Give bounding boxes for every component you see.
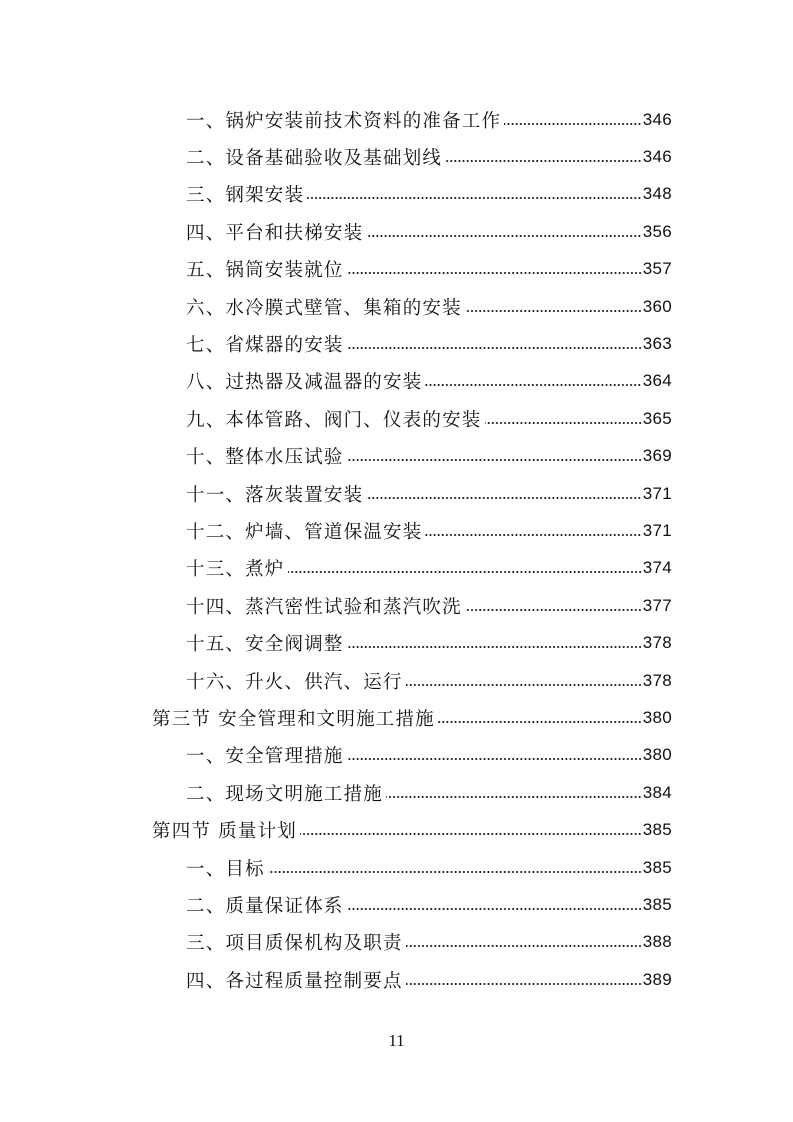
toc-entry-page: 385 — [642, 820, 672, 840]
toc-entry-page: 384 — [642, 782, 672, 802]
toc-entry-title: 十一、落灰装置安装 — [186, 484, 364, 506]
toc-dot-leader — [347, 908, 642, 910]
toc-section-entry[interactable] — [0, 811, 793, 848]
toc-entry-title: 十三、煮炉 — [186, 559, 285, 581]
toc-entry-title: 四、平台和扶梯安装 — [186, 222, 364, 244]
toc-entry[interactable] — [0, 624, 793, 661]
toc-entry-title: 三、钢架安装 — [186, 185, 305, 207]
toc-entry[interactable] — [0, 849, 793, 886]
toc-entry[interactable] — [0, 363, 793, 400]
toc-entry-title: 第三节 安全管理和文明施工措施 — [152, 708, 435, 730]
toc-entry[interactable] — [0, 737, 793, 774]
toc-dot-leader — [425, 534, 641, 536]
toc-dot-leader — [366, 235, 641, 237]
toc-entry-title: 十六、升火、供汽、运行 — [186, 671, 403, 693]
toc-entry-page: 348 — [642, 184, 672, 204]
toc-entry-title: 二、设备基础验收及基础划线 — [186, 148, 443, 170]
toc-dot-leader — [425, 384, 641, 386]
toc-entry-title: 九、本体管路、阀门、仪表的安装 — [186, 409, 482, 431]
toc-dot-leader — [406, 684, 642, 686]
toc-entry-title: 二、现场文明施工措施 — [186, 783, 384, 805]
toc-entry[interactable] — [0, 438, 793, 475]
toc-entry-page: 371 — [642, 520, 672, 540]
toc-entry-page: 346 — [642, 109, 672, 129]
toc-entry[interactable] — [0, 325, 793, 362]
toc-entry-page: 346 — [642, 147, 672, 167]
toc-entry-page: 378 — [642, 670, 672, 690]
toc-entry[interactable] — [0, 251, 793, 288]
toc-entry-title: 第四节 质量计划 — [152, 821, 297, 843]
toc-dot-leader — [406, 983, 642, 985]
toc-entry[interactable] — [0, 924, 793, 961]
toc-entry-page: 364 — [642, 371, 672, 391]
table-of-contents — [0, 101, 793, 998]
toc-entry-title: 四、各过程质量控制要点 — [186, 970, 403, 992]
toc-entry-title: 一、锅炉安装前技术资料的准备工作 — [186, 110, 502, 132]
toc-dot-leader — [347, 758, 642, 760]
toc-entry-page: 389 — [642, 969, 672, 989]
toc-entry[interactable] — [0, 886, 793, 923]
toc-entry-title: 一、安全管理措施 — [186, 746, 344, 768]
toc-entry[interactable] — [0, 475, 793, 512]
toc-entry[interactable] — [0, 512, 793, 549]
toc-entry-page: 365 — [642, 408, 672, 428]
toc-entry[interactable] — [0, 400, 793, 437]
toc-dot-leader — [288, 571, 642, 573]
toc-entry-page: 363 — [642, 334, 672, 354]
toc-entry[interactable] — [0, 550, 793, 587]
toc-dot-leader — [268, 871, 642, 873]
toc-entry[interactable] — [0, 138, 793, 175]
toc-dot-leader — [300, 833, 642, 835]
toc-entry-title: 一、目标 — [186, 858, 265, 880]
toc-entry-page: 377 — [642, 595, 672, 615]
toc-entry-title: 八、过热器及减温器的安装 — [186, 372, 423, 394]
toc-dot-leader — [485, 422, 642, 424]
toc-entry-page: 385 — [642, 894, 672, 914]
toc-dot-leader — [406, 945, 642, 947]
toc-dot-leader — [347, 646, 642, 648]
toc-entry-title: 十四、蒸汽密性试验和蒸汽吹洗 — [186, 596, 462, 618]
toc-dot-leader — [347, 347, 642, 349]
toc-entry-page: 378 — [642, 633, 672, 653]
toc-dot-leader — [366, 497, 641, 499]
toc-entry-page: 380 — [642, 707, 672, 727]
toc-entry[interactable] — [0, 176, 793, 213]
toc-dot-leader — [347, 272, 642, 274]
toc-entry-title: 三、项目质保机构及职责 — [186, 933, 403, 955]
toc-section-entry[interactable] — [0, 699, 793, 736]
toc-dot-leader — [504, 123, 642, 125]
page-number: 11 — [388, 1031, 405, 1050]
toc-entry-page: 369 — [642, 446, 672, 466]
toc-entry-title: 十、整体水压试验 — [186, 447, 344, 469]
toc-dot-leader — [465, 609, 642, 611]
toc-entry-page: 380 — [642, 745, 672, 765]
toc-entry-title: 二、质量保证体系 — [186, 895, 344, 917]
toc-entry-page: 357 — [642, 259, 672, 279]
toc-dot-leader — [445, 160, 642, 162]
toc-entry-title: 五、锅筒安装就位 — [186, 260, 344, 282]
toc-entry-page: 374 — [642, 558, 672, 578]
toc-dot-leader — [438, 721, 642, 723]
toc-entry-title: 七、省煤器的安装 — [186, 335, 344, 357]
toc-entry[interactable] — [0, 961, 793, 998]
toc-dot-leader — [386, 796, 642, 798]
toc-entry-title: 十二、炉墙、管道保温安装 — [186, 521, 423, 543]
toc-entry-page: 371 — [642, 483, 672, 503]
toc-dot-leader — [307, 197, 642, 199]
toc-entry-page: 385 — [642, 857, 672, 877]
toc-dot-leader — [465, 310, 642, 312]
toc-dot-leader — [347, 459, 642, 461]
toc-entry[interactable] — [0, 288, 793, 325]
toc-entry[interactable] — [0, 213, 793, 250]
toc-entry[interactable] — [0, 662, 793, 699]
toc-entry-page: 360 — [642, 296, 672, 316]
toc-entry-title: 六、水冷膜式壁管、集箱的安装 — [186, 297, 462, 319]
toc-entry-page: 388 — [642, 932, 672, 952]
toc-entry[interactable] — [0, 101, 793, 138]
toc-entry[interactable] — [0, 587, 793, 624]
toc-entry-page: 356 — [642, 221, 672, 241]
toc-entry-title: 十五、安全阀调整 — [186, 634, 344, 656]
toc-entry[interactable] — [0, 774, 793, 811]
